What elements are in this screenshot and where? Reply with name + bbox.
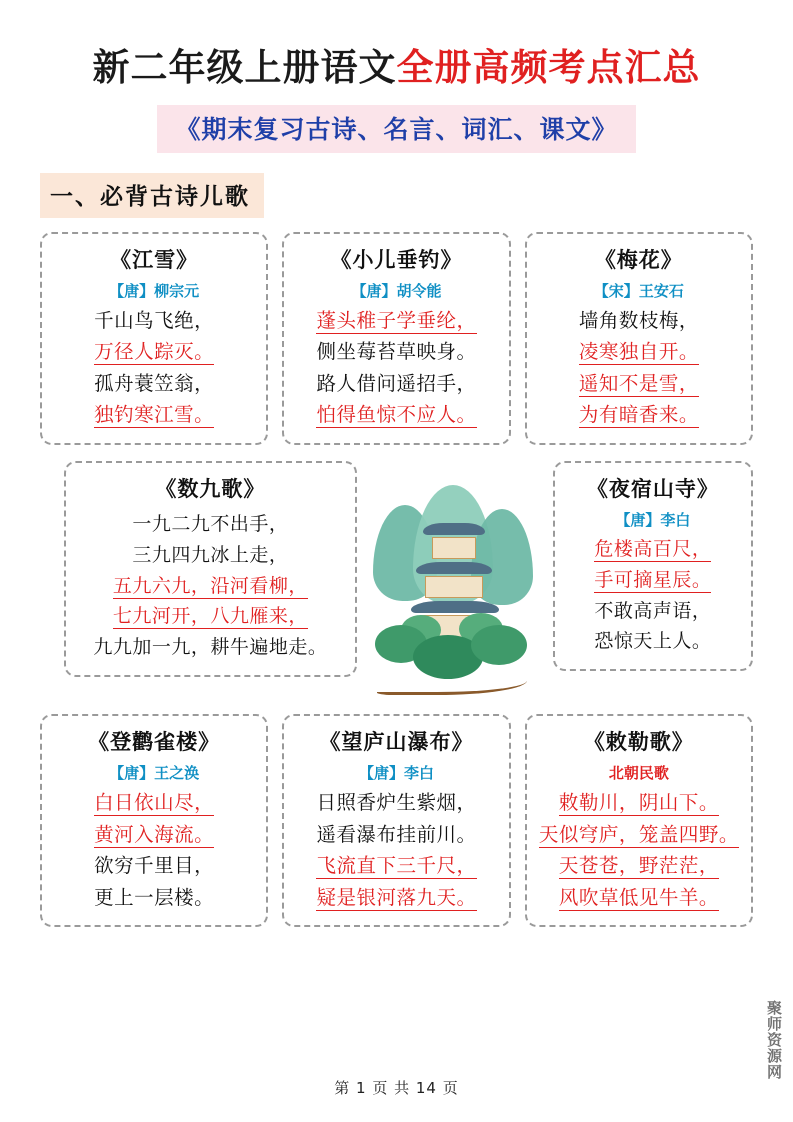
poem-line [292, 882, 500, 914]
poem-line [74, 571, 347, 602]
poem-author-name: 王之涣 [154, 764, 200, 782]
poem-card-chilege [525, 714, 753, 927]
poem-line [50, 305, 258, 337]
poem-dynasty: 【唐】 [615, 511, 661, 529]
poem-card-meihua [525, 232, 753, 445]
poem-author [535, 280, 743, 301]
subtitle: 《期末复习古诗、名言、词汇、课文》 [157, 105, 635, 153]
tree-icon [471, 625, 527, 665]
page-title [40, 48, 753, 89]
page-title-red: 全册高频考点汇总 [396, 46, 701, 89]
poem-dynasty: 【宋】 [593, 281, 639, 300]
poem-line-text: 疑是银河落九天。 [316, 885, 477, 909]
poem-title: 《望庐山瀑布》 [319, 730, 474, 754]
poem-line-text: 天苍苍，野茫茫， [558, 854, 719, 878]
pagoda-roof [416, 562, 492, 574]
poem-line [563, 534, 743, 565]
poem-line [50, 336, 258, 368]
poem-line [50, 368, 258, 400]
poem-line [535, 850, 743, 882]
poem-line-text: 黄河入海流。 [94, 822, 215, 846]
poem-line [535, 787, 743, 819]
poem-title: 《小儿垂钓》 [330, 247, 463, 272]
poem-line-text: 凌寒独自开。 [578, 340, 699, 364]
poem-line [535, 305, 743, 337]
poem-line-text: 危楼高百尺， [594, 538, 712, 560]
poem-line-text: 更上一层楼。 [94, 885, 215, 909]
poem-card-wanglushanpubu [282, 714, 510, 927]
poem-card-xiaoerchuidiao [282, 232, 510, 445]
poem-line [74, 601, 347, 632]
poem-line-text: 九九加一九，耕牛遍地走。 [93, 636, 328, 659]
poem-line [563, 565, 743, 596]
poem-line [292, 850, 500, 882]
poem-line-text: 不敢高声语， [594, 599, 712, 622]
poem-line [535, 819, 743, 851]
section-heading: 一、必背古诗儿歌 [40, 173, 264, 218]
poem-line [50, 399, 258, 431]
poem-line-text: 恐惊天上人。 [594, 630, 712, 653]
poem-title: 《登鹳雀楼》 [88, 730, 221, 754]
poem-line-text: 万径人踪灭。 [94, 340, 215, 364]
poem-dynasty: 【唐】 [358, 764, 404, 782]
poem-line-text: 遥看瀑布挂前川。 [316, 822, 477, 846]
poem-row-1 [40, 232, 753, 445]
poem-author [50, 762, 258, 783]
poem-line-text: 侧坐莓苔草映身。 [316, 340, 477, 364]
poem-line [292, 305, 500, 337]
poem-card-yesushansi [553, 461, 753, 671]
poem-line [292, 819, 500, 851]
poem-line [50, 787, 258, 819]
poem-author-name: 王安石 [638, 281, 684, 300]
poem-line [563, 626, 743, 657]
poem-dynasty: 【唐】 [109, 281, 155, 300]
poem-title: 《敕勒歌》 [583, 730, 694, 754]
poem-line [292, 399, 500, 431]
page-title-black: 新二年级上册语文 [92, 46, 397, 89]
poem-row-2 [40, 461, 753, 700]
poem-line-text: 怕得鱼惊不应人。 [316, 403, 477, 427]
poem-line-text: 风吹草低见牛羊。 [558, 885, 719, 909]
page-footer: 第 1 页 共 14 页 [334, 1079, 459, 1097]
poem-author-name: 李白 [403, 764, 434, 782]
poem-line-text: 七九河开，八九雁来， [112, 605, 308, 628]
pagoda-level [425, 576, 483, 598]
poem-author [563, 509, 743, 530]
poem-title: 《梅花》 [594, 247, 683, 272]
poem-author: 北朝民歌 [608, 764, 669, 782]
poem-line-text: 欲穷千里目， [94, 854, 215, 878]
poem-author-name: 胡令能 [396, 281, 442, 300]
poem-line [535, 368, 743, 400]
poem-card-jiangxue [40, 232, 268, 445]
poem-title: 《夜宿山寺》 [586, 477, 719, 501]
pagoda-mountain-illustration [367, 475, 537, 700]
poem-line-text: 遥知不是雪， [578, 371, 699, 395]
poem-line-text: 飞流直下三千尺， [316, 854, 477, 878]
poem-line-text: 路人借问遥招手， [316, 371, 477, 395]
poem-author [292, 280, 500, 301]
poem-line [50, 819, 258, 851]
pagoda-level [432, 537, 476, 559]
poem-line [535, 336, 743, 368]
poem-line-text: 墙角数枝梅， [578, 308, 699, 332]
poem-line-text: 三九四九冰上走， [132, 543, 289, 566]
poem-line [74, 509, 347, 540]
poem-line-text: 千山鸟飞绝， [94, 308, 215, 332]
poem-author-name: 李白 [660, 511, 691, 529]
poem-line [292, 336, 500, 368]
poem-card-shujiuge [64, 461, 357, 677]
poem-line [74, 540, 347, 571]
poem-line [74, 632, 347, 663]
poem-line [50, 882, 258, 914]
poem-line [563, 596, 743, 627]
pagoda-roof [423, 523, 485, 535]
poem-line [50, 850, 258, 882]
poem-row-3 [40, 714, 753, 927]
poem-author-name: 柳宗元 [154, 281, 200, 300]
poem-line-text: 敕勒川，阴山下。 [558, 791, 719, 814]
poem-line [535, 882, 743, 914]
poem-line-text: 孤舟蓑笠翁， [94, 371, 215, 395]
section-heading-container [40, 173, 753, 218]
poem-dynasty: 【唐】 [109, 764, 155, 782]
poem-author [50, 280, 258, 301]
poem-card-dengguanquelou [40, 714, 268, 927]
poem-line [292, 787, 500, 819]
poem-line-text: 日照香炉生紫烟， [316, 791, 477, 814]
poem-author [292, 762, 500, 783]
branch-icon [377, 671, 527, 695]
poem-line-text: 独钓寒江雪。 [94, 403, 215, 427]
poem-title: 《江雪》 [110, 247, 199, 272]
poem-line-text: 五九六九，沿河看柳， [112, 574, 308, 597]
poem-line [535, 399, 743, 431]
poem-dynasty: 【唐】 [351, 281, 397, 300]
poem-line-text: 手可摘星辰。 [594, 568, 712, 591]
poem-line [292, 368, 500, 400]
poem-line-text: 一九二九不出手， [132, 513, 289, 535]
poem-line-text: 白日依山尽， [94, 791, 215, 814]
watermark: 聚师资源网 [765, 1000, 783, 1080]
pagoda-roof [411, 601, 499, 613]
poem-line-text: 蓬头稚子学垂纶， [316, 308, 477, 332]
poem-line-text: 天似穹庐，笼盖四野。 [538, 822, 739, 846]
subtitle-container [40, 105, 753, 153]
poem-title: 《数九歌》 [155, 477, 266, 501]
poem-line-text: 为有暗香来。 [578, 403, 699, 427]
